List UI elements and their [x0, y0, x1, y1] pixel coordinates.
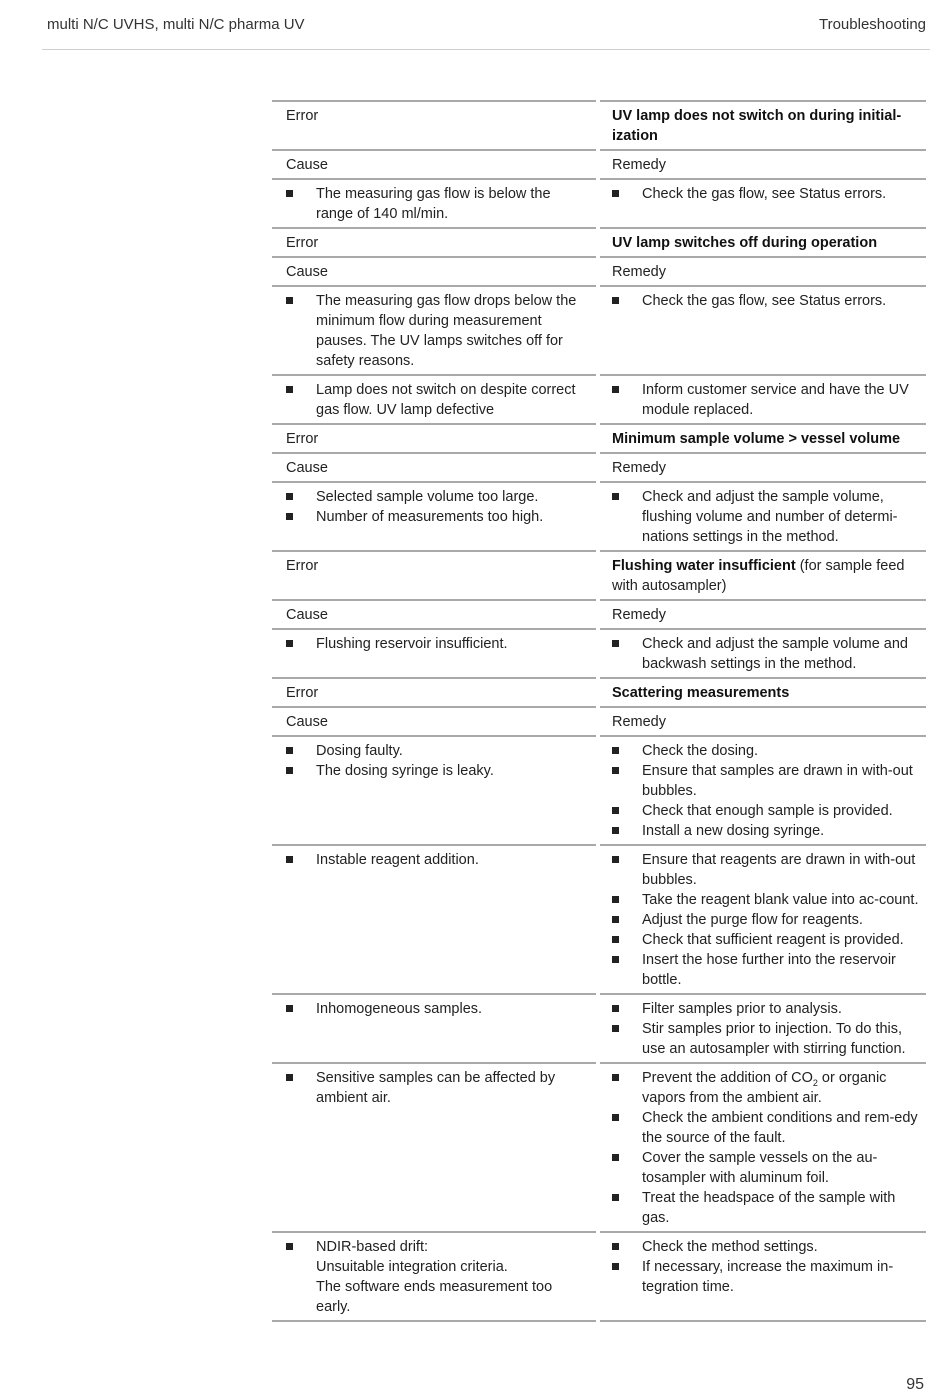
cause-item: The measuring gas flow drops below the minimum flow during measurement pauses. The UV lamps switches off for safety reasons.	[286, 291, 588, 371]
square-bullet-icon	[612, 827, 619, 834]
cause-item: Instable reagent addition.	[286, 850, 588, 870]
cause-label: Cause	[272, 706, 596, 735]
error-row	[272, 677, 926, 706]
square-bullet-icon	[612, 1114, 619, 1121]
remedy-item: If necessary, increase the maximum in-tegration time.	[612, 1257, 920, 1297]
remedy-item: Ensure that reagents are drawn in with-out bubbles.	[612, 850, 920, 890]
square-bullet-icon	[286, 1243, 293, 1250]
error-title: Scattering measurements	[600, 677, 926, 706]
cause-item: Flushing reservoir insufficient.	[286, 634, 588, 654]
remedy-item: Ensure that samples are drawn in with-out bubbles.	[612, 761, 920, 801]
square-bullet-icon	[612, 1074, 619, 1081]
square-bullet-icon	[286, 297, 293, 304]
table-row	[272, 1231, 926, 1322]
error-title-suffix: (for sample feed with autosampler)	[612, 558, 905, 594]
remedy-item: Cover the sample vessels on the au-tosampler with aluminum foil.	[612, 1148, 920, 1188]
square-bullet-icon	[612, 1243, 619, 1250]
cause-item: Inhomogeneous samples.	[286, 999, 588, 1019]
square-bullet-icon	[612, 747, 619, 754]
cause-item: Selected sample volume too large.	[286, 487, 588, 507]
table-row	[272, 285, 926, 374]
cause-remedy-header-row	[272, 452, 926, 481]
cause-item: Lamp does not switch on despite correct gas flow. UV lamp defective	[286, 380, 588, 420]
cause-remedy-header-row	[272, 706, 926, 735]
error-title	[600, 550, 926, 599]
square-bullet-icon	[286, 640, 293, 647]
table-row	[272, 374, 926, 423]
square-bullet-icon	[612, 1263, 619, 1270]
square-bullet-icon	[612, 1005, 619, 1012]
cause-remedy-header-row	[272, 149, 926, 178]
table-row	[272, 481, 926, 550]
remedy-item: Treat the headspace of the sample with gas.	[612, 1188, 920, 1228]
square-bullet-icon	[612, 493, 619, 500]
error-row	[272, 423, 926, 452]
error-label: Error	[272, 423, 596, 452]
remedy-label: Remedy	[600, 599, 926, 628]
square-bullet-icon	[612, 956, 619, 963]
error-row	[272, 100, 926, 149]
square-bullet-icon	[286, 190, 293, 197]
remedy-item: Insert the hose further into the reservoir bottle.	[612, 950, 920, 990]
cause-item: Sensitive samples can be affected by ambient air.	[286, 1068, 588, 1108]
remedy-item: Check the ambient conditions and rem-edy the source of the fault.	[612, 1108, 920, 1148]
error-label: Error	[272, 550, 596, 599]
error-row	[272, 550, 926, 599]
remedy-item: Check the gas flow, see Status errors.	[612, 184, 920, 204]
table-row	[272, 735, 926, 844]
square-bullet-icon	[612, 807, 619, 814]
cause-remedy-header-row	[272, 256, 926, 285]
remedy-item: Take the reagent blank value into ac-count.	[612, 890, 920, 910]
table-row	[272, 993, 926, 1062]
remedy-item: Stir samples prior to injection. To do this, use an autosampler with stirring function.	[612, 1019, 920, 1059]
error-title: UV lamp does not switch on during initial-ization	[600, 100, 926, 149]
remedy-item: Check that sufficient reagent is provided.	[612, 930, 920, 950]
square-bullet-icon	[612, 856, 619, 863]
square-bullet-icon	[286, 856, 293, 863]
error-label: Error	[272, 100, 596, 149]
square-bullet-icon	[612, 936, 619, 943]
error-title: Minimum sample volume > vessel volume	[600, 423, 926, 452]
square-bullet-icon	[612, 1194, 619, 1201]
remedy-item: Adjust the purge flow for reagents.	[612, 910, 920, 930]
page-header-left: multi N/C UVHS, multi N/C pharma UV	[47, 16, 305, 33]
remedy-item: Check and adjust the sample volume and backwash settings in the method.	[612, 634, 920, 674]
remedy-item: Check the method settings.	[612, 1237, 920, 1257]
square-bullet-icon	[612, 190, 619, 197]
square-bullet-icon	[612, 1025, 619, 1032]
remedy-item: Inform customer service and have the UV module replaced.	[612, 380, 920, 420]
cause-label: Cause	[272, 599, 596, 628]
square-bullet-icon	[286, 1074, 293, 1081]
square-bullet-icon	[286, 493, 293, 500]
cause-item: The dosing syringe is leaky.	[286, 761, 588, 781]
cause-label: Cause	[272, 149, 596, 178]
remedy-item: Filter samples prior to analysis.	[612, 999, 920, 1019]
remedy-item: Check the gas flow, see Status errors.	[612, 291, 920, 311]
cause-item: NDIR-based drift: Unsuitable integration criteria. The software ends measurement too early.	[286, 1237, 588, 1317]
square-bullet-icon	[612, 297, 619, 304]
table-row	[272, 844, 926, 993]
remedy-item: Prevent the addition of $CO_2$ or organic vapors from the ambient air.	[612, 1068, 920, 1108]
remedy-label: Remedy	[600, 256, 926, 285]
troubleshooting-table	[272, 100, 926, 1322]
square-bullet-icon	[612, 640, 619, 647]
remedy-item: Install a new dosing syringe.	[612, 821, 920, 841]
cause-item: The measuring gas flow is below the range of 140 ml/min.	[286, 184, 588, 224]
page-header-right: Troubleshooting	[818, 16, 926, 33]
cause-item: Dosing faulty.	[286, 741, 588, 761]
square-bullet-icon	[286, 767, 293, 774]
header-rule	[42, 49, 930, 50]
remedy-item: Check and adjust the sample volume, flushing volume and number of determi-nations settings in the method.	[612, 487, 920, 547]
remedy-label: Remedy	[600, 706, 926, 735]
square-bullet-icon	[612, 767, 619, 774]
table-row	[272, 1062, 926, 1231]
square-bullet-icon	[286, 513, 293, 520]
cause-remedy-header-row	[272, 599, 926, 628]
error-title-bold: Flushing water insufficient	[612, 558, 796, 574]
square-bullet-icon	[612, 1154, 619, 1161]
remedy-label: Remedy	[600, 149, 926, 178]
page-number: 95	[906, 1376, 924, 1393]
error-label: Error	[272, 227, 596, 256]
error-label: Error	[272, 677, 596, 706]
remedy-label: Remedy	[600, 452, 926, 481]
square-bullet-icon	[286, 747, 293, 754]
table-row	[272, 628, 926, 677]
square-bullet-icon	[286, 1005, 293, 1012]
square-bullet-icon	[612, 896, 619, 903]
square-bullet-icon	[612, 386, 619, 393]
error-row	[272, 227, 926, 256]
cause-item: Number of measurements too high.	[286, 507, 588, 527]
error-title: UV lamp switches off during operation	[600, 227, 926, 256]
square-bullet-icon	[612, 916, 619, 923]
remedy-item: Check that enough sample is provided.	[612, 801, 920, 821]
cause-label: Cause	[272, 256, 596, 285]
square-bullet-icon	[286, 386, 293, 393]
table-row	[272, 178, 926, 227]
remedy-item: Check the dosing.	[612, 741, 920, 761]
cause-label: Cause	[272, 452, 596, 481]
